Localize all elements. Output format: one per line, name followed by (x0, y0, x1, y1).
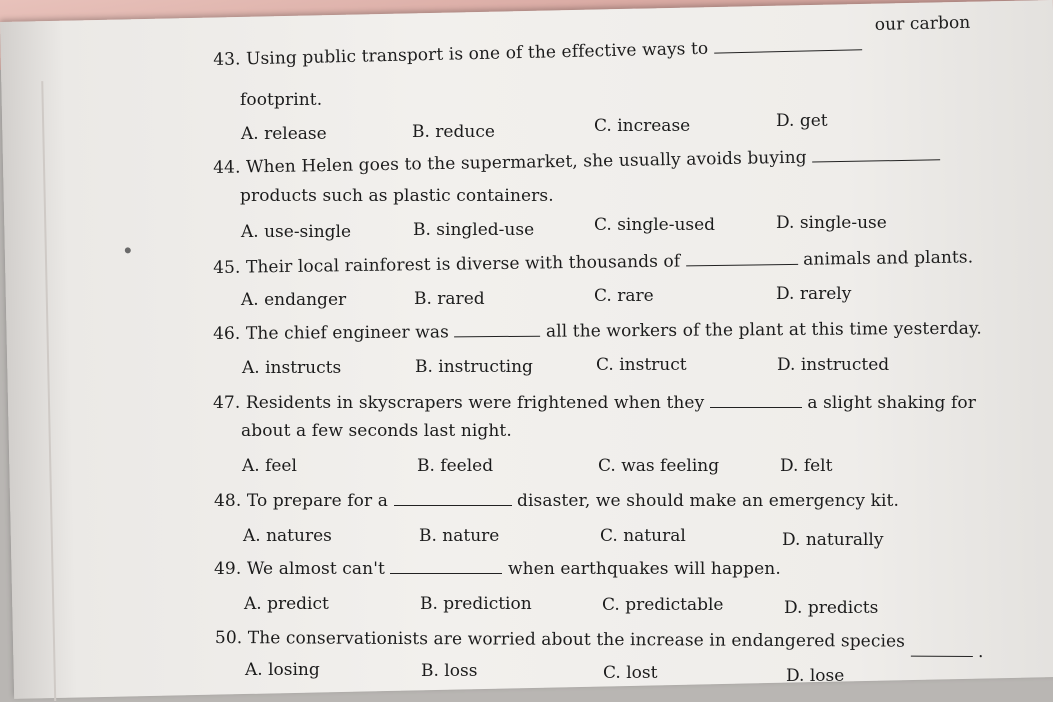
question-45-stem (213, 247, 973, 278)
option-d[interactable]: D. felt (780, 456, 833, 476)
question-text: When Helen goes to the supermarket, she usually avoids buying (245, 147, 807, 178)
answer-blank[interactable] (394, 505, 512, 506)
option-c[interactable]: C. lost (603, 663, 658, 683)
option-a[interactable]: A. instructs (242, 358, 342, 378)
option-d[interactable]: D. predicts (784, 598, 879, 618)
option-c[interactable]: C. rare (594, 286, 654, 306)
question-text: a slight shaking for (807, 393, 976, 413)
question-text: Using public transport is one of the effective ways to (245, 38, 709, 70)
question-43-continuation: footprint. (240, 90, 323, 110)
option-a[interactable]: A. feel (242, 456, 297, 476)
question-46-stem (213, 319, 982, 344)
question-text: We almost can't (246, 559, 385, 579)
question-number: 47. (213, 393, 241, 413)
option-b[interactable]: B. rared (414, 289, 485, 309)
option-b[interactable]: B. reduce (412, 122, 495, 142)
option-b[interactable]: B. loss (421, 661, 478, 681)
question-47-stem (213, 393, 976, 413)
answer-blank[interactable] (710, 407, 802, 408)
question-number: 49. (214, 559, 242, 579)
question-49-stem (214, 559, 781, 579)
question-48-stem (214, 491, 899, 511)
option-b[interactable]: B. singled-use (413, 220, 535, 240)
option-d[interactable]: D. rarely (776, 284, 852, 304)
option-d[interactable]: D. get (776, 111, 828, 131)
option-a[interactable]: A. use-single (241, 222, 352, 242)
option-d[interactable]: D. lose (786, 666, 845, 686)
question-number: 48. (214, 491, 242, 511)
option-a[interactable]: A. predict (244, 594, 329, 614)
question-44-continuation: products such as plastic containers. (240, 186, 554, 206)
option-c[interactable]: C. natural (600, 526, 686, 546)
option-a[interactable]: A. release (241, 124, 327, 144)
option-c[interactable]: C. predictable (602, 595, 724, 615)
answer-blank[interactable] (714, 49, 862, 53)
question-43-stem (213, 12, 971, 70)
question-text: all the workers of the plant at this time yesterday. (545, 318, 982, 342)
answer-blank[interactable] (390, 573, 502, 574)
option-b[interactable]: B. nature (419, 526, 500, 546)
option-b[interactable]: B. instructing (415, 357, 533, 377)
question-text: Residents in skyscrapers were frightened when they (245, 393, 705, 413)
option-b[interactable]: B. prediction (420, 594, 532, 614)
question-text: animals and plants. (803, 247, 974, 270)
option-c[interactable]: C. increase (594, 116, 691, 136)
question-50-stem (214, 628, 984, 663)
option-b[interactable]: B. feeled (417, 456, 494, 476)
question-text: To prepare for a (246, 491, 388, 511)
option-d[interactable]: D. instructed (777, 355, 890, 375)
option-a[interactable]: A. endanger (241, 290, 347, 310)
question-text: when earthquakes will happen. (507, 559, 781, 579)
option-c[interactable]: C. instruct (596, 355, 687, 375)
question-text: . (977, 641, 984, 663)
option-d[interactable]: D. single-use (776, 213, 887, 233)
question-number: 43. (213, 49, 241, 70)
answer-blank[interactable] (812, 159, 940, 162)
option-a[interactable]: A. losing (245, 660, 320, 680)
question-number: 45. (213, 257, 241, 278)
question-number: 44. (213, 157, 241, 178)
option-c[interactable]: C. was feeling (598, 456, 720, 476)
question-text: Their local rainforest is diverse with thousands of (245, 251, 681, 278)
answer-blank[interactable] (910, 656, 972, 657)
question-text: disaster, we should make an emergency kit. (517, 491, 899, 511)
answer-blank[interactable] (454, 336, 540, 338)
question-number: 50. (214, 628, 243, 649)
option-a[interactable]: A. natures (243, 526, 332, 546)
question-47-continuation: about a few seconds last night. (241, 421, 512, 441)
question-text: The conservationists are worried about the increase in endangered species (247, 628, 906, 652)
option-c[interactable]: C. single-used (594, 215, 716, 235)
answer-blank[interactable] (686, 264, 798, 267)
question-44-stem (213, 145, 940, 178)
option-d[interactable]: D. naturally (782, 530, 884, 550)
question-text: our carbon (874, 12, 971, 35)
question-number: 46. (213, 323, 241, 344)
question-text: The chief engineer was (245, 322, 449, 344)
